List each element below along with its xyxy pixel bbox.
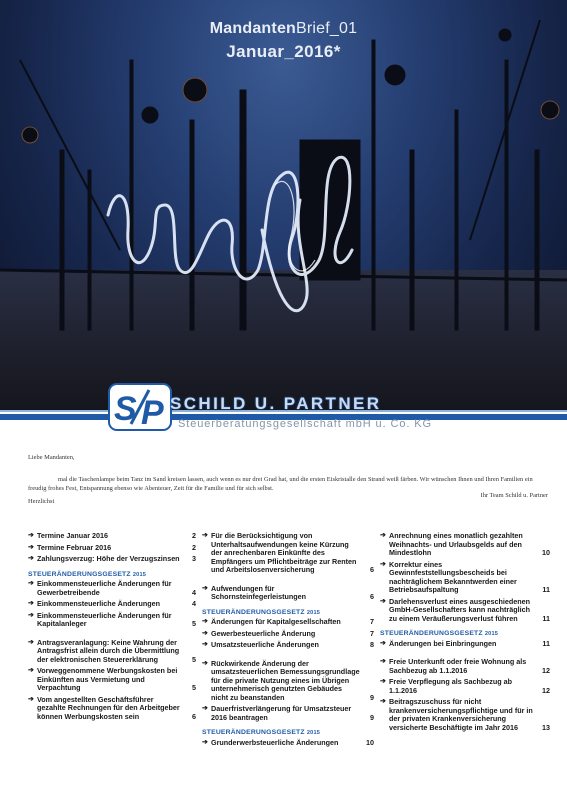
toc-entry[interactable]: ➔ Darlehensverlust eines ausgeschiedenen GmbH-Gesellschafters kann nachträglich zu einem Veräußerungsverlust führen 11: [380, 598, 550, 624]
company-subtitle: Steuerberatungsgesellschaft mbH u. Co. KG: [178, 418, 432, 430]
toc-entry[interactable]: ➔ Freie Verpflegung als Sachbezug ab 1.1.2016 12: [380, 678, 550, 695]
toc-entry[interactable]: ➔ Einkommensteuerliche Änderungen für Gewerbetreibende 4: [28, 580, 196, 597]
toc-entry[interactable]: ➔ Termine Februar 2016 2: [28, 544, 196, 553]
letter-body: mal die Taschenlampe beim Tanz im Sand kreisen lassen, auch wenn es nur drei Grad hat, und die ersten Eiskristalle den Strand weiß färben. Wir wünschen Ihnen und Ihren Familien ein freudig frohes Fest, Entspannung ebenso wie Abenteuer, Zeit für die Familie und für sich selbst.: [28, 476, 533, 492]
toc-entry[interactable]: ➔ Aufwendungen für Schornsteinfegerleistungen 6: [202, 585, 374, 602]
toc-entry[interactable]: ➔ Gewerbesteuerliche Änderung 7: [202, 630, 374, 639]
toc-section-heading: STEUERÄNDERUNGSGESETZ 2015: [202, 729, 321, 736]
company-name: SCHILD U. PARTNER: [170, 394, 382, 413]
svg-text:P: P: [141, 394, 164, 432]
toc-section-heading: STEUERÄNDERUNGSGESETZ 2015: [380, 630, 499, 637]
toc-entry[interactable]: ➔ Freie Unterkunft oder freie Wohnung als Sachbezug ab 1.1.2016 12: [380, 658, 550, 675]
toc-entry[interactable]: ➔ Beitragszuschuss für nicht krankenversicherungspflichtige und für in der privaten Krankenversicherung versicherte Beschäftigte im Jahr 2016 13: [380, 698, 550, 732]
toc-entry[interactable]: ➔ Änderungen für Kapitalgesellschaften 7: [202, 618, 374, 627]
newsletter-issue-date: Januar_2016*: [226, 42, 341, 61]
toc-entry[interactable]: ➔ Vom angestellten Geschäftsführer gezahlte Rechnungen für den Arbeitgeber können Werbungskosten sein 6: [28, 696, 196, 722]
brand-band: [0, 380, 567, 440]
svg-text:S: S: [114, 390, 137, 428]
company-logo-icon: [105, 380, 175, 434]
toc-entry[interactable]: ➔ Dauerfristverlängerung für Umsatzsteuer 2016 beantragen 9: [202, 705, 374, 722]
toc-entry[interactable]: ➔ Vorweggenommene Werbungskosten bei Einkünften aus Vermietung und Verpachtung 5: [28, 667, 196, 693]
toc-entry[interactable]: ➔ Termine Januar 2016 2: [28, 532, 196, 541]
toc-entry[interactable]: ➔ Korrektur eines Gewinnfeststellungsbescheids bei nachträglichem Bekanntwerden einer Betriebsaufspaltung 11: [380, 561, 550, 595]
toc-entry[interactable]: ➔ Rückwirkende Änderung der umsatzsteuerlichen Bemessungsgrundlage für die private Nutzung eines im Übrigen unternehmerisch genutzten Gebäudes nicht zu beanstanden 9: [202, 660, 374, 703]
toc-section-heading: STEUERÄNDERUNGSGESETZ 2015: [28, 570, 147, 578]
toc-entry[interactable]: ➔ Änderungen bei Einbringungen 11: [380, 640, 550, 649]
toc-entry[interactable]: ➔ Zahlungsverzug: Höhe der Verzugszinsen 3: [28, 555, 196, 564]
toc-column-3: [380, 532, 550, 735]
toc-entry[interactable]: ➔ Für die Berücksichtigung von Unterhaltsaufwendungen keine Kürzung der anrechenbaren Einkünfte des Empfängers um Pflichtbeiträge zur Renten und Arbeitslosenversicherung 6: [202, 532, 374, 575]
toc-entry[interactable]: ➔ Grunderwerbsteuerliche Änderungen 10: [202, 739, 374, 748]
toc-column-2: [202, 532, 374, 750]
newsletter-title: MandantenBrief_01: [209, 20, 358, 37]
toc-entry[interactable]: ➔ Antragsveranlagung: Keine Wahrung der Antragsfrist allein durch die Übermittlung der elektronischen Steuererklärung 5: [28, 639, 196, 665]
toc-entry[interactable]: ➔ Umsatzsteuerliche Änderungen 8: [202, 641, 374, 650]
toc-column-1: [28, 532, 196, 724]
toc-entry[interactable]: ➔ Einkommensteuerliche Änderungen 4: [28, 600, 196, 609]
letter-signature: Ihr Team Schild u. Partner: [480, 492, 548, 499]
letter-salutation: Liebe Mandanten,: [28, 454, 75, 461]
letter-closing: Herzlichst: [28, 498, 55, 505]
toc-entry[interactable]: ➔ Anrechnung eines monatlich gezahlten Weihnachts- und Urlaubsgelds auf den Mindestlohn 10: [380, 532, 550, 558]
toc-section-heading: STEUERÄNDERUNGSGESETZ 2015: [202, 608, 321, 616]
toc-entry[interactable]: ➔ Einkommensteuerliche Änderungen für Kapitalanleger 5: [28, 612, 196, 629]
